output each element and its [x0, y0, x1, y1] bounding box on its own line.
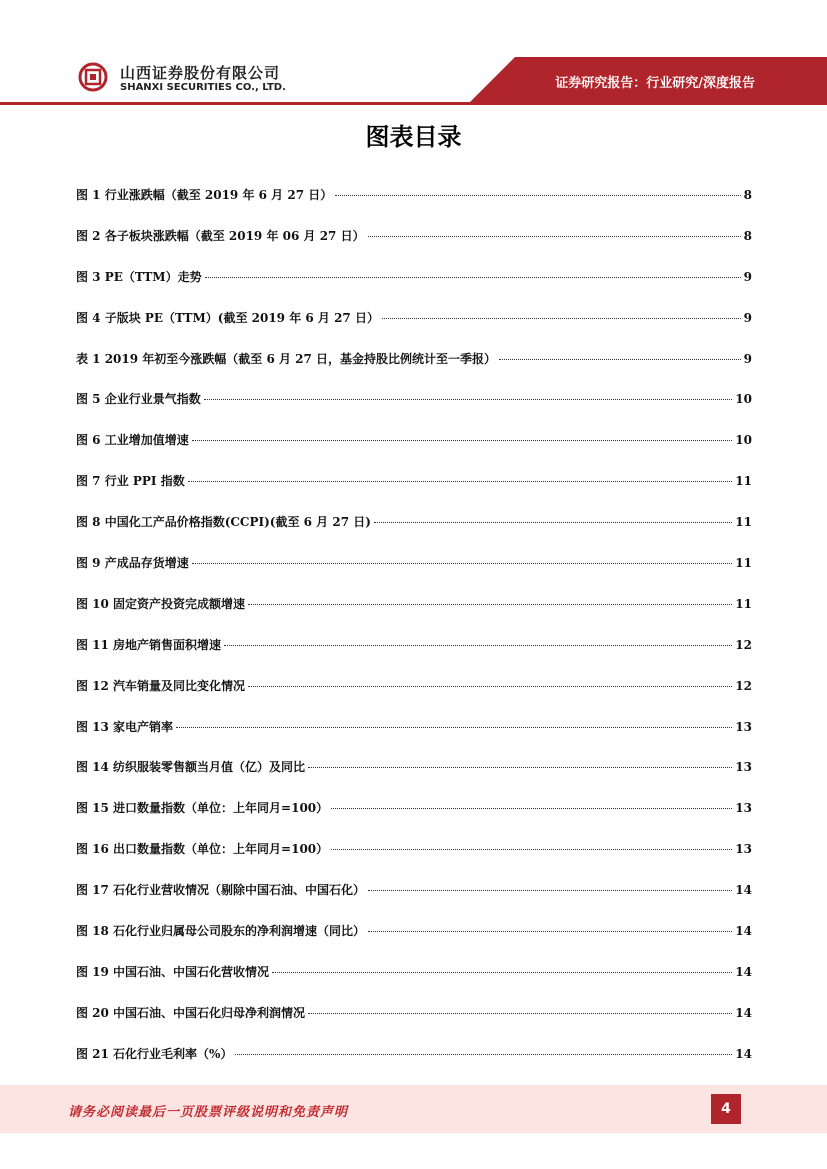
- toc-entry-label[interactable]: 图 10 固定资产投资完成额增速: [76, 596, 246, 611]
- toc-entry[interactable]: [76, 1004, 752, 1045]
- toc-entry[interactable]: [76, 390, 752, 431]
- toc-entry-page[interactable]: 11: [735, 556, 752, 571]
- shanxi-securities-logo-icon: [78, 62, 108, 92]
- toc-entry[interactable]: [76, 881, 752, 922]
- toc-dot-leader: [192, 562, 733, 564]
- toc-entry-label[interactable]: 图 17 石化行业营收情况（剔除中国石油、中国石化）: [76, 883, 366, 898]
- toc-entry[interactable]: [76, 472, 752, 513]
- toc-entry[interactable]: [76, 186, 752, 227]
- toc-entry[interactable]: [76, 799, 752, 840]
- toc-dot-leader: [331, 848, 732, 850]
- toc-entry[interactable]: [76, 268, 752, 309]
- toc-entry-label[interactable]: 图 1 行业涨跌幅（截至 2019 年 6 月 27 日）: [76, 188, 333, 202]
- toc-dot-leader: [224, 644, 732, 646]
- toc-entry-label[interactable]: 图 14 纺织服装零售额当月值（亿）及同比: [76, 760, 306, 775]
- toc-dot-leader: [308, 1012, 732, 1014]
- toc-entry-page[interactable]: 12: [735, 637, 752, 652]
- report-type-label: 证券研究报告：行业研究/深度报告: [555, 76, 755, 91]
- toc-dot-leader: [188, 480, 733, 482]
- company-name-cn: 山西证券股份有限公司: [120, 64, 281, 82]
- toc-entry[interactable]: [76, 227, 752, 268]
- toc-entry-page[interactable]: 11: [735, 515, 752, 530]
- toc-dot-leader: [335, 194, 740, 196]
- toc-entry-label[interactable]: 图 8 中国化工产品价格指数(CCPI)(截至 6 月 27 日): [76, 515, 371, 530]
- toc-dot-leader: [331, 807, 732, 809]
- toc-entry[interactable]: [76, 554, 752, 595]
- toc-dot-leader: [248, 685, 732, 687]
- toc-entry-page[interactable]: 8: [743, 188, 752, 202]
- toc-entry[interactable]: [76, 840, 752, 881]
- toc-entry-label[interactable]: 图 6 工业增加值增速: [76, 433, 189, 448]
- toc-entry[interactable]: [76, 595, 752, 636]
- page-number: 4: [711, 1094, 741, 1124]
- toc-dot-leader: [235, 1053, 732, 1055]
- disclaimer-notice: 请务必阅读最后一页股票评级说明和免责声明: [68, 1105, 349, 1120]
- toc-entry-page[interactable]: 9: [743, 269, 752, 284]
- toc-dot-leader: [368, 889, 732, 891]
- toc-entry-page[interactable]: 13: [735, 801, 752, 816]
- toc-entry[interactable]: [76, 309, 752, 350]
- toc-entry[interactable]: [76, 513, 752, 554]
- toc-dot-leader: [382, 317, 741, 319]
- toc-entry[interactable]: [76, 350, 752, 391]
- toc-entry[interactable]: [76, 922, 752, 963]
- toc-entry-page[interactable]: 8: [743, 228, 752, 243]
- toc-entry-label[interactable]: 图 12 汽车销量及同比变化情况: [76, 678, 246, 693]
- toc-dot-leader: [272, 971, 732, 973]
- toc-entry-page[interactable]: 12: [735, 678, 752, 693]
- toc-entry-label[interactable]: 图 16 出口数量指数（单位：上年同月=100）: [76, 842, 329, 857]
- toc-entry-label[interactable]: 表 1 2019 年初至今涨跌幅（截至 6 月 27 日，基金持股比例统计至一季报）: [76, 351, 497, 366]
- toc-entry-page[interactable]: 10: [735, 433, 752, 448]
- toc-entry-label[interactable]: 图 11 房地产销售面积增速: [76, 637, 222, 652]
- toc-entry[interactable]: [76, 636, 752, 677]
- toc-entry-label[interactable]: 图 19 中国石油、中国石化营收情况: [76, 964, 270, 979]
- toc-entry-label[interactable]: 图 3 PE（TTM）走势: [76, 269, 202, 284]
- toc-entry-page[interactable]: 11: [735, 474, 752, 489]
- toc-entry-label[interactable]: 图 21 石化行业毛利率（%）: [76, 1046, 233, 1061]
- toc-entry-page[interactable]: 13: [735, 842, 752, 857]
- toc-entry-label[interactable]: 图 20 中国石油、中国石化归母净利润情况: [76, 1005, 306, 1020]
- toc-entry-label[interactable]: 图 15 进口数量指数（单位：上年同月=100）: [76, 801, 329, 816]
- toc-entry[interactable]: [76, 1045, 752, 1086]
- toc-dot-leader: [204, 398, 733, 400]
- toc-entry-label[interactable]: 图 5 企业行业景气指数: [76, 392, 201, 407]
- toc-entry[interactable]: [76, 758, 752, 799]
- header-divider: [0, 102, 827, 105]
- toc-dot-leader: [499, 358, 741, 360]
- toc-entry-page[interactable]: 9: [743, 351, 752, 366]
- toc-dot-leader: [368, 930, 732, 932]
- toc-entry[interactable]: [76, 963, 752, 1004]
- toc-dot-leader: [368, 235, 741, 237]
- toc-entry-page[interactable]: 13: [735, 719, 752, 734]
- toc-entry-page[interactable]: 10: [735, 392, 752, 407]
- toc-entry[interactable]: [76, 431, 752, 472]
- toc-entry[interactable]: [76, 718, 752, 759]
- toc-dot-leader: [205, 276, 741, 278]
- toc-entry-label[interactable]: 图 2 各子板块涨跌幅（截至 2019 年 06 月 27 日）: [76, 228, 365, 243]
- toc-entry-label[interactable]: 图 18 石化行业归属母公司股东的净利润增速（同比）: [76, 924, 366, 939]
- page-header: [0, 0, 827, 110]
- toc-entry-page[interactable]: 11: [735, 596, 752, 611]
- toc-entry-page[interactable]: 14: [735, 1005, 752, 1020]
- toc-entry-label[interactable]: 图 13 家电产销率: [76, 719, 174, 734]
- page-title: 图表目录: [365, 123, 462, 151]
- toc-dot-leader: [248, 603, 732, 605]
- toc-dot-leader: [192, 439, 733, 441]
- company-name-en: SHANXI SECURITIES CO., LTD.: [120, 82, 286, 93]
- toc-dot-leader: [176, 726, 732, 728]
- toc-dot-leader: [308, 766, 732, 768]
- toc-entry-page[interactable]: 14: [735, 883, 752, 898]
- toc-entry-page[interactable]: 14: [735, 1046, 752, 1061]
- toc-entry-page[interactable]: 9: [743, 310, 752, 325]
- toc-dot-leader: [374, 521, 732, 523]
- toc-entry-label[interactable]: 图 4 子版块 PE（TTM）(截至 2019 年 6 月 27 日）: [76, 310, 379, 325]
- toc-entry-page[interactable]: 14: [735, 964, 752, 979]
- toc-entry-page[interactable]: 14: [735, 924, 752, 939]
- toc-entry[interactable]: [76, 677, 752, 718]
- toc-entry-page[interactable]: 13: [735, 760, 752, 775]
- toc-entry-label[interactable]: 图 7 行业 PPI 指数: [76, 474, 185, 489]
- table-of-figures: [76, 186, 752, 1086]
- toc-entry-label[interactable]: 图 9 产成品存货增速: [76, 556, 189, 571]
